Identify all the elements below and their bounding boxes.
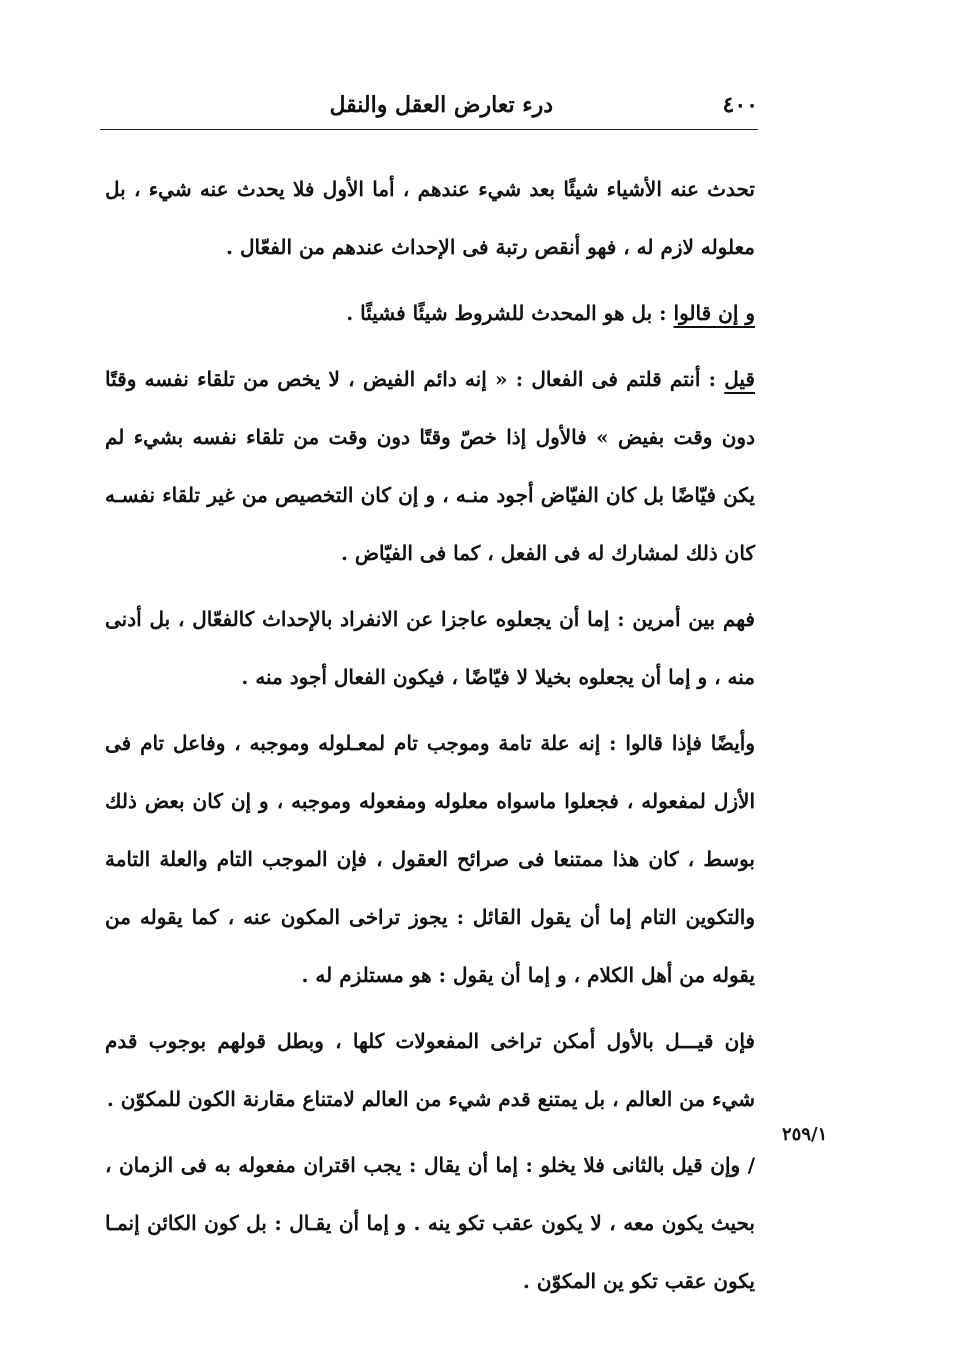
paragraph [105, 160, 755, 276]
page-header [100, 86, 758, 126]
paragraph [105, 284, 755, 342]
paragraph-text: فإن قيـــل بالأول أمكن تراخى المفعولات كلها ، وبطل قولهم بوجوب قدم شيء من العالم ، بل يمتنع قدم شيء من العالم لامتناع مقارنة الكون للمكوّن . [105, 1029, 755, 1111]
paragraph-text: وأيضًا فإذا قالوا : إنه علة تامة وموجب تام لمعـلوله وموجبه ، وفاعل تام فى الأزل لمفعوله ، فجعلوا ماسواه معلوله ومفعوله وموجبه ، و إن كان بعض ذلك بوسط ، كان هذا ممتنعا فى صرائح العقول ، فإن الموجب التام والعلة التامة والتكوين التام إما أن يقول القائل : يجوز تراخى المكون عنه ، كما يقوله من يقوله من أهل الكلام ، و إما أن يقول : هو مستلزم له . [105, 731, 755, 987]
paragraph [105, 714, 755, 1004]
paragraph-lead: و إن قالوا [673, 301, 755, 325]
header-rule [100, 129, 758, 130]
paragraph [105, 1012, 755, 1128]
running-title: درء تعارض العقل والنقل [329, 92, 553, 118]
paragraph [105, 1136, 755, 1310]
paragraph [105, 590, 755, 706]
paragraph-text: تحدث عنه الأشياء شيئًا بعد شيء عندهم ، أما الأول فلا يحدث عنه شيء ، بل معلوله لازم له ، فهو أنقص رتبة فى الإحداث عندهم من الفعّال . [105, 177, 755, 259]
paragraph-text: فهم بين أمرين : إما أن يجعلوه عاجزا عن الانفراد بالإحداث كالفعّال ، بل أدنى منه ، و إما أن يجعلوه بخيلا لا فيّاضًا ، فيكون الفعال أجود منه . [105, 607, 755, 689]
paragraph [105, 350, 755, 582]
paragraph-text: : بل هو المحدث للشروط شيئًا فشيئًا . [346, 301, 674, 325]
paragraph-lead: قيل [724, 367, 755, 391]
page-body [105, 160, 755, 1318]
margin-reference: ٢٥٩/١ [782, 1124, 828, 1145]
page-number: ٤٠٠ [722, 92, 758, 118]
paragraph-text: / وإن قيل بالثانى فلا يخلو : إما أن يقال : يجب اقتران مفعوله به فى الزمان ، بحيث يكون معه ، لا يكون عقب تكو ينه . و إما أن يقـال : بل كون الكائن إنمـا يكون عقب تكو ين المكوّن . [105, 1153, 755, 1293]
paragraph-text: : أنتم قلتم فى الفعال : « إنه دائم الفيض ، لا يخص من تلقاء نفسه وقتًا دون وقت بفيض » فالأول إذا خصّ وقتًا دون وقت من تلقاء نفسه بشيء لم يكن فيّاضًا بل كان الفيّاض أجود منـه ، و إن كان التخصيص من غير تلقاء نفسـه كان ذلك لمشارك له فى الفعل ، كما فى الفيّاض . [105, 367, 755, 565]
